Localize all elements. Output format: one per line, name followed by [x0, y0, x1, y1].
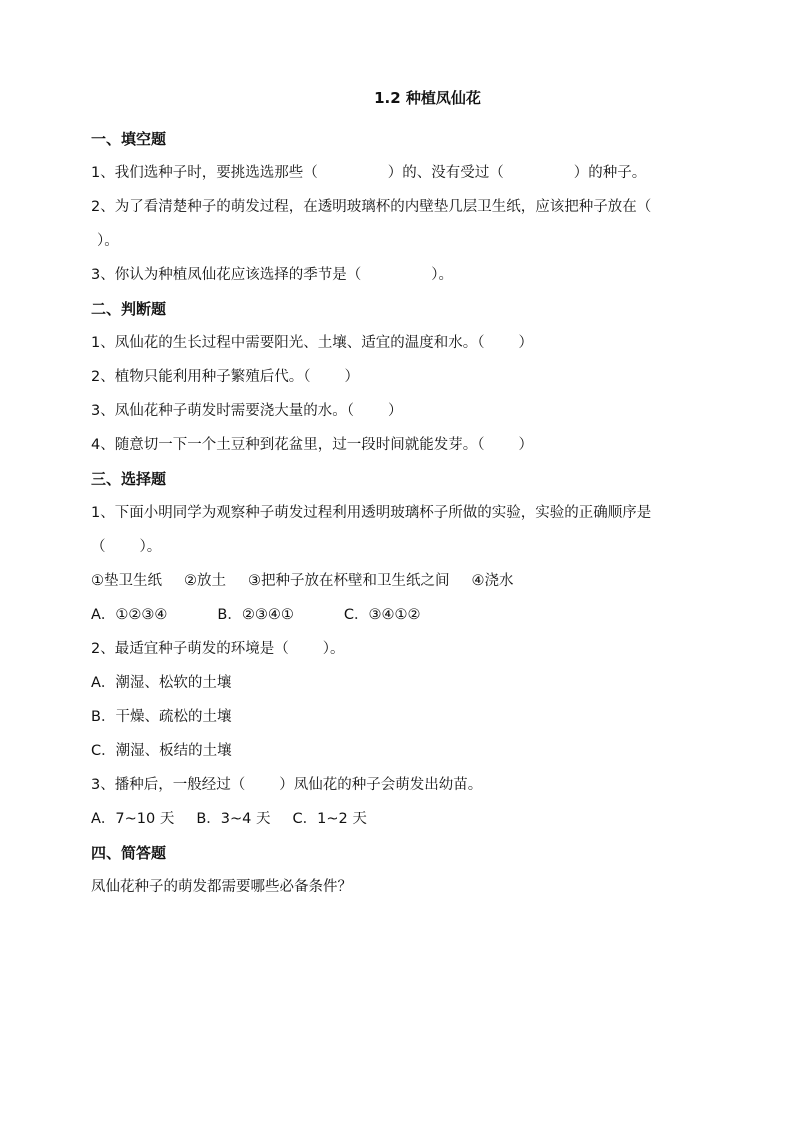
choice-q3-option-a: A．7~10 天 [91, 811, 175, 827]
choice-q3-option-c: C．1~2 天 [292, 811, 367, 827]
choice-question-2 [91, 632, 734, 666]
judge-question-1 [91, 326, 734, 360]
judge-q1-text: 1、凤仙花的生长过程中需要阳光、土壤、适宜的温度和水。（ [91, 335, 485, 351]
choice-q1-option-c: C．③④①② [343, 607, 421, 623]
choice-q2-option-b: B．干燥、疏松的土壤 [91, 709, 232, 725]
judge-q2-end: ） [344, 369, 359, 385]
fill-question-2-line-2 [91, 224, 734, 258]
choice-q2-option-c: C．潮湿、板结的土壤 [91, 743, 232, 759]
choice-q1-option-a: A．①②③④ [91, 607, 168, 623]
judge-q3-text: 3、凤仙花种子萌发时需要浇大量的水。（ [91, 403, 354, 419]
choice-question-1-line-2 [91, 530, 734, 564]
judge-q3-end: ） [387, 403, 403, 419]
choice-q1-step-1: ①垫卫生纸 [91, 573, 162, 589]
choice-q2-option-a: A．潮湿、松软的土壤 [91, 675, 232, 691]
fill-q1-part-a: 1、我们选种子时，要挑选选那些（ [91, 165, 318, 181]
choice-q1-option-b: B．②③④① [217, 607, 294, 623]
choice-q2-end: ）。 [322, 641, 345, 657]
judge-question-3 [91, 394, 734, 428]
choice-q1-options [91, 598, 734, 632]
choice-q3-text: 3、播种后，一般经过（ [91, 777, 246, 793]
choice-q2-text: 2、最适宜种子萌发的环境是（ [91, 641, 289, 657]
choice-q1-close: ）。 [139, 539, 162, 555]
judge-q4-end: ） [518, 437, 533, 453]
fill-q3-part-a: 3、你认为种植凤仙花应该选择的季节是（ [91, 267, 362, 283]
choice-question-1-line-1: 1、下面小明同学为观察种子萌发过程利用透明玻璃杯子所做的实验，实验的正确顺序是 [91, 505, 652, 521]
choice-q3-options [91, 802, 734, 836]
fill-question-3 [91, 258, 734, 292]
choice-q1-step-4: ④浇水 [471, 573, 514, 589]
section-heading-fill: 一、填空题 [91, 130, 167, 148]
short-question-1: 凤仙花种子的萌发都需要哪些必备条件？ [91, 879, 352, 895]
fill-q1-part-b: ）的、没有受过（ [387, 165, 504, 181]
section-heading-short: 四、简答题 [91, 844, 167, 862]
choice-q3-option-b: B．3~4 天 [196, 811, 271, 827]
choice-q1-steps [91, 564, 734, 598]
section-heading-judge: 二、判断题 [91, 300, 167, 318]
fill-q1-part-c: ）的种子。 [573, 165, 647, 181]
fill-question-2-line-1: 2、为了看清楚种子的萌发过程，在透明玻璃杯的内壁垫几层卫生纸，应该把种子放在（ [91, 199, 652, 215]
judge-q1-end: ） [518, 335, 533, 351]
choice-q1-step-3: ③把种子放在杯壁和卫生纸之间 [248, 573, 450, 589]
choice-question-3 [91, 768, 734, 802]
judge-question-4 [91, 428, 734, 462]
fill-q3-part-b: ）。 [431, 267, 453, 283]
choice-q1-step-2: ②放土 [184, 573, 226, 589]
section-heading-choice: 三、选择题 [91, 470, 167, 488]
fill-question-1 [91, 156, 734, 190]
judge-q4-text: 4、随意切一下一个土豆种到花盆里，过一段时间就能发芽。（ [91, 437, 485, 453]
judge-q2-text: 2、植物只能利用种子繁殖后代。（ [91, 369, 311, 385]
choice-q1-open: （ [91, 539, 106, 555]
fill-q2-end: ）。 [97, 233, 119, 249]
judge-question-2 [91, 360, 734, 394]
choice-q3-end: ）凤仙花的种子会萌发出幼苗。 [279, 777, 483, 793]
page-title: 1.2 种植凤仙花 [374, 89, 481, 107]
